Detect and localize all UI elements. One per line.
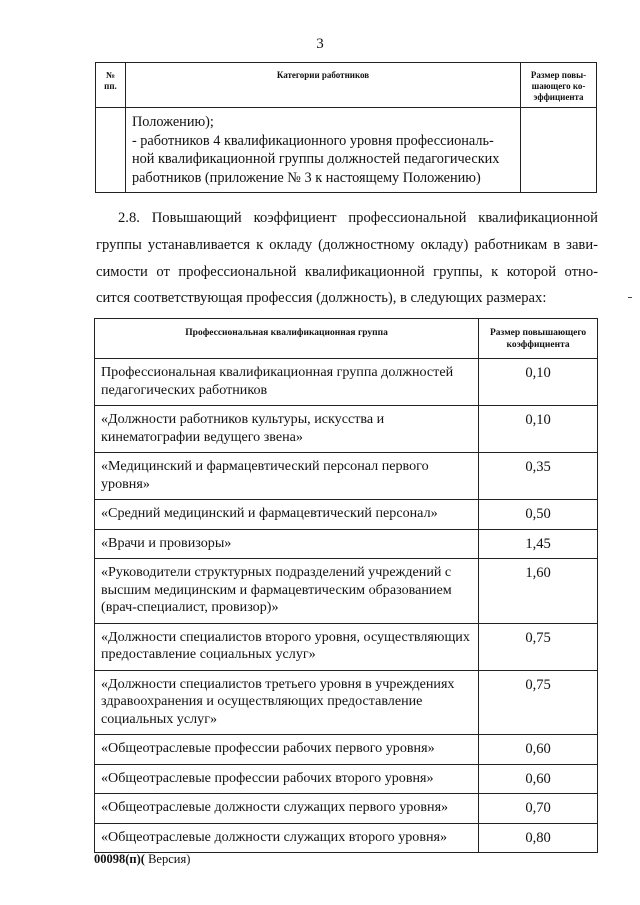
paragraph-line: сится соответствующая профессия (должность), в следующих размерах:	[96, 290, 547, 307]
group-name-cell: «Врачи и провизоры»	[95, 529, 479, 559]
coefficient-cell: 0,10	[479, 359, 598, 406]
table-row	[95, 359, 598, 406]
table-row	[95, 764, 598, 794]
paragraph-line: группы устанавливается к окладу (должностному окладу) работникам в зави-	[96, 236, 598, 253]
category-text-line: - работников 4 квалификационного уровня профессиональ-	[131, 132, 494, 149]
margin-mark	[628, 297, 632, 298]
coefficient-cell: 0,75	[479, 623, 598, 670]
document-footer	[94, 852, 190, 867]
table-row	[96, 108, 597, 193]
coefficient-cell: 0,75	[479, 670, 598, 735]
coefficient-cell: 1,45	[479, 529, 598, 559]
table-row	[95, 529, 598, 559]
group-name-cell: «Руководители структурных подразделений учреждений с высшим медицинским и фармацевтическим образованием (врач-специалист, провизор)»	[95, 559, 479, 624]
group-name-cell: «Должности специалистов третьего уровня в учреждениях здравоохранения и осуществляющих предоставление социальных услуг»	[95, 670, 479, 735]
header-size: Размер повы- шающего ко- эффициента	[521, 63, 597, 108]
table-row	[95, 735, 598, 765]
group-name-cell: «Общеотраслевые профессии рабочих первого уровня»	[95, 735, 479, 765]
group-name-cell: «Общеотраслевые должности служащих первого уровня»	[95, 794, 479, 824]
document-version: Версия)	[144, 852, 191, 866]
page-number: 3	[316, 36, 324, 52]
table-row	[95, 823, 598, 853]
coefficient-cell: 0,80	[479, 823, 598, 853]
table-row	[95, 406, 598, 453]
table-header-row	[96, 63, 597, 108]
coefficient-cell: 0,60	[479, 735, 598, 765]
category-text	[126, 108, 520, 187]
table-row	[95, 453, 598, 500]
group-name-cell: «Должности специалистов второго уровня, осуществляющих предоставление социальных услуг»	[95, 623, 479, 670]
group-name-cell: «Средний медицинский и фармацевтический персонал»	[95, 500, 479, 530]
coefficient-cell: 0,50	[479, 500, 598, 530]
size-cell	[521, 108, 597, 193]
header-group: Профессиональная квалификационная группа	[95, 319, 479, 359]
group-name-cell: «Медицинский и фармацевтический персонал первого уровня»	[95, 453, 479, 500]
group-name-cell: «Общеотраслевые профессии рабочих второго уровня»	[95, 764, 479, 794]
group-name-cell: «Общеотраслевые должности служащих второго уровня»	[95, 823, 479, 853]
header-category: Категории работников	[125, 63, 520, 108]
coefficient-cell: 1,60	[479, 559, 598, 624]
category-text-line: ной квалификационной группы должностей педагогических	[131, 151, 500, 167]
coefficient-cell: 0,10	[479, 406, 598, 453]
table-header-row	[95, 319, 598, 359]
table-row	[95, 500, 598, 530]
category-text-line: работников (приложение № 3 к настоящему Положению)	[131, 169, 481, 186]
category-cell	[125, 108, 520, 193]
header-coefficient: Размер повышающего коэффициента	[479, 319, 598, 359]
coefficients-table	[94, 318, 598, 853]
table-row	[95, 623, 598, 670]
paragraph-line: 2.8. Повышающий коэффициент профессиональной квалификационной	[118, 210, 598, 226]
section-2-8-paragraph	[96, 205, 598, 312]
group-name-cell: «Должности работников культуры, искусства и кинематографии ведущего звена»	[95, 406, 479, 453]
document-code: 00098(п)(	[94, 852, 145, 866]
category-text-line: Положению);	[131, 114, 214, 130]
coefficient-cell: 0,35	[479, 453, 598, 500]
coefficient-cell: 0,60	[479, 764, 598, 794]
table-row	[95, 559, 598, 624]
coefficient-cell: 0,70	[479, 794, 598, 824]
num-cell	[96, 108, 126, 193]
header-num: № пп.	[96, 63, 126, 108]
group-name-cell: Профессиональная квалификационная группа должностей педагогических работников	[95, 359, 479, 406]
paragraph-line: симости от профессиональной квалификационной группы, к которой отно-	[96, 263, 598, 280]
categories-table	[95, 62, 597, 193]
table-row	[95, 670, 598, 735]
table-row	[95, 794, 598, 824]
